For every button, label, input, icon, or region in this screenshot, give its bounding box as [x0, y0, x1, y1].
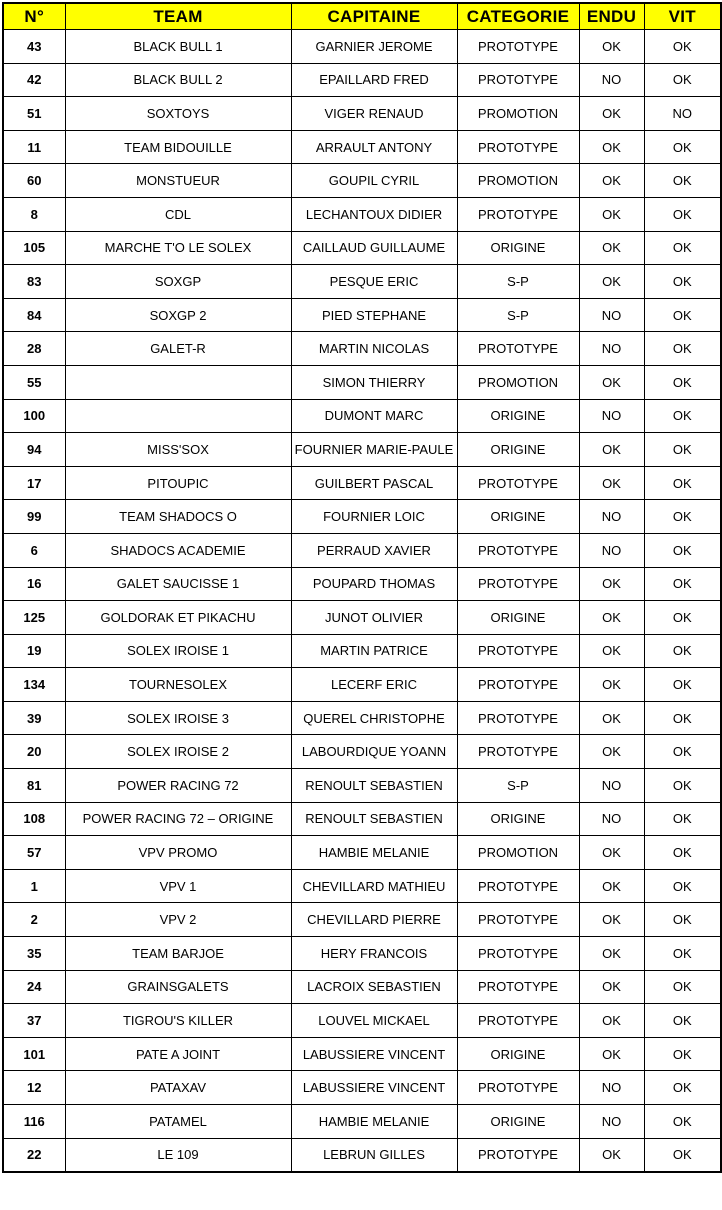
cell-capitaine: MARTIN NICOLAS [291, 332, 457, 366]
cell-team: PATE A JOINT [65, 1037, 291, 1071]
table-row [3, 164, 721, 198]
cell-vit: OK [644, 634, 721, 668]
cell-vit: OK [644, 836, 721, 870]
cell-team: GALET-R [65, 332, 291, 366]
cell-endu: OK [579, 97, 644, 131]
table-row [3, 365, 721, 399]
cell-vit: OK [644, 769, 721, 803]
table-row [3, 970, 721, 1004]
cell-categorie: PROTOTYPE [457, 970, 579, 1004]
cell-endu: OK [579, 164, 644, 198]
cell-vit: OK [644, 1004, 721, 1038]
table-row [3, 735, 721, 769]
cell-num: 125 [3, 601, 65, 635]
cell-num: 28 [3, 332, 65, 366]
table-row [3, 903, 721, 937]
cell-endu: OK [579, 970, 644, 1004]
cell-capitaine: GOUPIL CYRIL [291, 164, 457, 198]
cell-endu: NO [579, 769, 644, 803]
cell-categorie: PROTOTYPE [457, 937, 579, 971]
cell-num: 94 [3, 433, 65, 467]
cell-categorie: ORIGINE [457, 433, 579, 467]
cell-num: 60 [3, 164, 65, 198]
table-row [3, 298, 721, 332]
cell-categorie: ORIGINE [457, 1037, 579, 1071]
cell-team [65, 399, 291, 433]
cell-categorie: PROMOTION [457, 365, 579, 399]
cell-capitaine: LABUSSIERE VINCENT [291, 1071, 457, 1105]
cell-team: MARCHE T'O LE SOLEX [65, 231, 291, 265]
cell-vit: OK [644, 903, 721, 937]
column-header-vit: VIT [644, 3, 721, 30]
cell-vit: OK [644, 735, 721, 769]
cell-num: 20 [3, 735, 65, 769]
cell-team: CDL [65, 197, 291, 231]
cell-capitaine: LEBRUN GILLES [291, 1138, 457, 1172]
table-row [3, 567, 721, 601]
cell-endu: OK [579, 1004, 644, 1038]
table-row [3, 197, 721, 231]
cell-categorie: ORIGINE [457, 1105, 579, 1139]
cell-categorie: ORIGINE [457, 231, 579, 265]
cell-capitaine: QUEREL CHRISTOPHE [291, 701, 457, 735]
cell-capitaine: EPAILLARD FRED [291, 63, 457, 97]
cell-vit: OK [644, 298, 721, 332]
cell-endu: OK [579, 567, 644, 601]
cell-capitaine: VIGER RENAUD [291, 97, 457, 131]
table-row [3, 533, 721, 567]
table-row [3, 1004, 721, 1038]
cell-endu: OK [579, 937, 644, 971]
cell-endu: NO [579, 500, 644, 534]
cell-categorie: PROTOTYPE [457, 701, 579, 735]
cell-num: 6 [3, 533, 65, 567]
table-row [3, 130, 721, 164]
cell-categorie: PROMOTION [457, 836, 579, 870]
cell-endu: NO [579, 63, 644, 97]
cell-categorie: PROTOTYPE [457, 1004, 579, 1038]
cell-endu: NO [579, 1105, 644, 1139]
cell-capitaine: PIED STEPHANE [291, 298, 457, 332]
table-row [3, 668, 721, 702]
cell-categorie: ORIGINE [457, 399, 579, 433]
cell-num: 12 [3, 1071, 65, 1105]
cell-num: 8 [3, 197, 65, 231]
cell-categorie: PROMOTION [457, 164, 579, 198]
cell-categorie: ORIGINE [457, 802, 579, 836]
column-header-endu: ENDU [579, 3, 644, 30]
cell-vit: OK [644, 63, 721, 97]
cell-team: MISS'SOX [65, 433, 291, 467]
cell-capitaine: SIMON THIERRY [291, 365, 457, 399]
cell-team: TIGROU'S KILLER [65, 1004, 291, 1038]
cell-categorie: PROTOTYPE [457, 1071, 579, 1105]
cell-vit: OK [644, 533, 721, 567]
cell-capitaine: LECERF ERIC [291, 668, 457, 702]
cell-vit: OK [644, 567, 721, 601]
cell-team: GOLDORAK ET PIKACHU [65, 601, 291, 635]
cell-num: 35 [3, 937, 65, 971]
cell-num: 84 [3, 298, 65, 332]
cell-vit: OK [644, 869, 721, 903]
cell-team: PITOUPIC [65, 466, 291, 500]
table-row [3, 332, 721, 366]
cell-vit: OK [644, 197, 721, 231]
table-row [3, 634, 721, 668]
table-row [3, 63, 721, 97]
cell-team: TEAM SHADOCS O [65, 500, 291, 534]
table-row [3, 1105, 721, 1139]
cell-endu: NO [579, 399, 644, 433]
cell-categorie: S-P [457, 298, 579, 332]
cell-vit: OK [644, 668, 721, 702]
cell-endu: OK [579, 30, 644, 64]
cell-categorie: S-P [457, 265, 579, 299]
cell-categorie: PROTOTYPE [457, 533, 579, 567]
cell-categorie: PROTOTYPE [457, 668, 579, 702]
cell-vit: OK [644, 937, 721, 971]
cell-team: SOXGP [65, 265, 291, 299]
cell-categorie: PROTOTYPE [457, 869, 579, 903]
cell-capitaine: RENOULT SEBASTIEN [291, 769, 457, 803]
cell-vit: NO [644, 97, 721, 131]
cell-endu: OK [579, 365, 644, 399]
cell-capitaine: MARTIN PATRICE [291, 634, 457, 668]
cell-categorie: PROTOTYPE [457, 567, 579, 601]
table-row [3, 30, 721, 64]
cell-vit: OK [644, 601, 721, 635]
cell-capitaine: DUMONT MARC [291, 399, 457, 433]
cell-vit: OK [644, 130, 721, 164]
cell-categorie: ORIGINE [457, 500, 579, 534]
cell-endu: OK [579, 1138, 644, 1172]
table-row [3, 466, 721, 500]
cell-capitaine: LABUSSIERE VINCENT [291, 1037, 457, 1071]
table-row [3, 1071, 721, 1105]
cell-capitaine: GARNIER JEROME [291, 30, 457, 64]
cell-num: 16 [3, 567, 65, 601]
cell-categorie: PROTOTYPE [457, 130, 579, 164]
table-row [3, 1138, 721, 1172]
cell-vit: OK [644, 365, 721, 399]
table-row [3, 701, 721, 735]
cell-num: 37 [3, 1004, 65, 1038]
column-header-capitaine: CAPITAINE [291, 3, 457, 30]
cell-capitaine: LABOURDIQUE YOANN [291, 735, 457, 769]
cell-num: 105 [3, 231, 65, 265]
cell-categorie: PROTOTYPE [457, 1138, 579, 1172]
cell-num: 108 [3, 802, 65, 836]
cell-endu: OK [579, 466, 644, 500]
cell-num: 43 [3, 30, 65, 64]
cell-categorie: ORIGINE [457, 601, 579, 635]
table-row [3, 399, 721, 433]
table-row [3, 433, 721, 467]
cell-num: 57 [3, 836, 65, 870]
cell-team: VPV 1 [65, 869, 291, 903]
cell-endu: OK [579, 701, 644, 735]
cell-num: 2 [3, 903, 65, 937]
cell-categorie: PROTOTYPE [457, 30, 579, 64]
cell-team: LE 109 [65, 1138, 291, 1172]
cell-team: PATAXAV [65, 1071, 291, 1105]
cell-team: SOXGP 2 [65, 298, 291, 332]
cell-endu: NO [579, 533, 644, 567]
cell-num: 101 [3, 1037, 65, 1071]
column-header-team: TEAM [65, 3, 291, 30]
cell-capitaine: POUPARD THOMAS [291, 567, 457, 601]
cell-endu: OK [579, 265, 644, 299]
table-head [3, 3, 721, 30]
cell-num: 22 [3, 1138, 65, 1172]
cell-categorie: PROTOTYPE [457, 197, 579, 231]
cell-capitaine: CHEVILLARD PIERRE [291, 903, 457, 937]
cell-team: SOLEX IROISE 2 [65, 735, 291, 769]
cell-num: 116 [3, 1105, 65, 1139]
cell-endu: NO [579, 802, 644, 836]
cell-endu: OK [579, 601, 644, 635]
cell-num: 17 [3, 466, 65, 500]
cell-team: BLACK BULL 1 [65, 30, 291, 64]
cell-endu: OK [579, 1037, 644, 1071]
header-row [3, 3, 721, 30]
cell-capitaine: ARRAULT ANTONY [291, 130, 457, 164]
cell-vit: OK [644, 802, 721, 836]
cell-num: 134 [3, 668, 65, 702]
cell-endu: OK [579, 197, 644, 231]
cell-num: 11 [3, 130, 65, 164]
cell-categorie: PROMOTION [457, 97, 579, 131]
cell-capitaine: LOUVEL MICKAEL [291, 1004, 457, 1038]
cell-num: 39 [3, 701, 65, 735]
cell-capitaine: RENOULT SEBASTIEN [291, 802, 457, 836]
table-row [3, 769, 721, 803]
cell-num: 55 [3, 365, 65, 399]
cell-capitaine: FOURNIER LOIC [291, 500, 457, 534]
cell-num: 42 [3, 63, 65, 97]
cell-num: 51 [3, 97, 65, 131]
cell-endu: OK [579, 836, 644, 870]
cell-capitaine: GUILBERT PASCAL [291, 466, 457, 500]
cell-vit: OK [644, 1138, 721, 1172]
cell-vit: OK [644, 701, 721, 735]
cell-endu: OK [579, 130, 644, 164]
cell-team: MONSTUEUR [65, 164, 291, 198]
cell-team: VPV 2 [65, 903, 291, 937]
cell-team: TOURNESOLEX [65, 668, 291, 702]
cell-num: 99 [3, 500, 65, 534]
cell-capitaine: LECHANTOUX DIDIER [291, 197, 457, 231]
cell-team: SOXTOYS [65, 97, 291, 131]
cell-categorie: PROTOTYPE [457, 735, 579, 769]
cell-categorie: PROTOTYPE [457, 63, 579, 97]
table-row [3, 231, 721, 265]
cell-vit: OK [644, 265, 721, 299]
cell-endu: OK [579, 869, 644, 903]
cell-endu: OK [579, 231, 644, 265]
cell-vit: OK [644, 399, 721, 433]
cell-team [65, 365, 291, 399]
cell-endu: NO [579, 332, 644, 366]
table-body [3, 30, 721, 1173]
cell-num: 24 [3, 970, 65, 1004]
table-row [3, 1037, 721, 1071]
table-row [3, 601, 721, 635]
cell-capitaine: CHEVILLARD MATHIEU [291, 869, 457, 903]
cell-capitaine: PESQUE ERIC [291, 265, 457, 299]
cell-capitaine: HAMBIE MELANIE [291, 1105, 457, 1139]
cell-team: BLACK BULL 2 [65, 63, 291, 97]
cell-team: POWER RACING 72 [65, 769, 291, 803]
cell-endu: OK [579, 433, 644, 467]
cell-team: POWER RACING 72 – ORIGINE [65, 802, 291, 836]
column-header-categorie: CATEGORIE [457, 3, 579, 30]
table-row [3, 500, 721, 534]
cell-capitaine: HERY FRANCOIS [291, 937, 457, 971]
cell-categorie: PROTOTYPE [457, 466, 579, 500]
table-row [3, 836, 721, 870]
cell-num: 83 [3, 265, 65, 299]
table-row [3, 869, 721, 903]
cell-team: VPV PROMO [65, 836, 291, 870]
cell-vit: OK [644, 1105, 721, 1139]
cell-vit: OK [644, 970, 721, 1004]
cell-team: SOLEX IROISE 3 [65, 701, 291, 735]
cell-team: PATAMEL [65, 1105, 291, 1139]
cell-team: TEAM BIDOUILLE [65, 130, 291, 164]
cell-capitaine: PERRAUD XAVIER [291, 533, 457, 567]
cell-endu: OK [579, 668, 644, 702]
cell-vit: OK [644, 30, 721, 64]
table-row [3, 937, 721, 971]
cell-team: SHADOCS ACADEMIE [65, 533, 291, 567]
cell-vit: OK [644, 500, 721, 534]
table-row [3, 802, 721, 836]
cell-capitaine: CAILLAUD GUILLAUME [291, 231, 457, 265]
cell-team: TEAM BARJOE [65, 937, 291, 971]
cell-vit: OK [644, 332, 721, 366]
cell-num: 1 [3, 869, 65, 903]
cell-team: SOLEX IROISE 1 [65, 634, 291, 668]
column-header-num: N° [3, 3, 65, 30]
cell-vit: OK [644, 1071, 721, 1105]
cell-vit: OK [644, 466, 721, 500]
cell-num: 100 [3, 399, 65, 433]
cell-categorie: S-P [457, 769, 579, 803]
cell-team: GRAINSGALETS [65, 970, 291, 1004]
cell-categorie: PROTOTYPE [457, 634, 579, 668]
cell-endu: OK [579, 903, 644, 937]
cell-num: 81 [3, 769, 65, 803]
cell-team: GALET SAUCISSE 1 [65, 567, 291, 601]
cell-endu: OK [579, 634, 644, 668]
table-row [3, 97, 721, 131]
cell-endu: NO [579, 298, 644, 332]
cell-categorie: PROTOTYPE [457, 903, 579, 937]
cell-endu: NO [579, 1071, 644, 1105]
cell-capitaine: JUNOT OLIVIER [291, 601, 457, 635]
table-row [3, 265, 721, 299]
cell-capitaine: FOURNIER MARIE-PAULE [291, 433, 457, 467]
cell-endu: OK [579, 735, 644, 769]
cell-categorie: PROTOTYPE [457, 332, 579, 366]
cell-vit: OK [644, 1037, 721, 1071]
cell-capitaine: HAMBIE MELANIE [291, 836, 457, 870]
cell-vit: OK [644, 164, 721, 198]
cell-vit: OK [644, 231, 721, 265]
cell-num: 19 [3, 634, 65, 668]
cell-vit: OK [644, 433, 721, 467]
teams-table [2, 2, 722, 1173]
cell-capitaine: LACROIX SEBASTIEN [291, 970, 457, 1004]
